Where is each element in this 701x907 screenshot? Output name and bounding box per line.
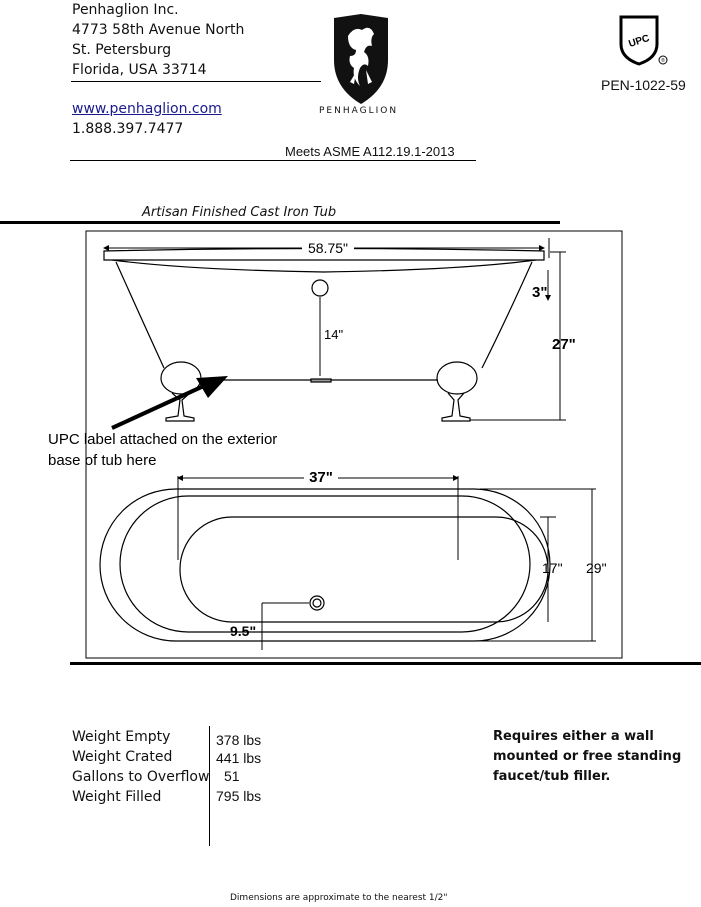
spec-value-weight-crated: 441 lbs: [216, 750, 262, 766]
spec-value-weight-empty: 378 lbs: [216, 732, 262, 748]
brand-name: PENHAGLION: [319, 106, 399, 116]
dimension-drain-height: 14": [324, 327, 344, 342]
standard-compliance: Meets ASME A112.19.1-2013: [285, 144, 455, 159]
company-address-line-3: Florida, USA 33714: [72, 62, 207, 78]
product-title: Artisan Finished Cast Iron Tub: [142, 205, 337, 220]
dimension-total-height: 27": [552, 336, 576, 353]
company-name: Penhaglion Inc.: [72, 2, 179, 18]
dimension-drain-offset: 9.5": [230, 623, 257, 639]
dimensions-footnote: Dimensions are approximate to the nearest 1/2": [230, 893, 448, 903]
spec-column-divider: [209, 726, 210, 846]
company-phone: 1.888.397.7477: [72, 121, 184, 137]
spec-label-weight-crated: Weight Crated: [72, 749, 173, 765]
dimension-bottom-width: 17": [542, 560, 563, 576]
company-website-link[interactable]: www.penhaglion.com: [72, 101, 222, 117]
spec-label-weight-filled: Weight Filled: [72, 789, 162, 805]
dimension-rim-height: 3": [532, 284, 548, 301]
drawing-bottom-rule: [70, 662, 701, 665]
spec-label-gallons-to-overflow: Gallons to Overflow: [72, 769, 210, 785]
spec-value-gallons-to-overflow: 51: [224, 768, 240, 784]
spec-value-weight-filled: 795 lbs: [216, 788, 262, 804]
dimension-bottom-length: 37": [309, 469, 333, 486]
spec-label-weight-empty: Weight Empty: [72, 729, 171, 745]
model-number: PEN-1022-59: [601, 77, 686, 93]
dimension-overall-width: 29": [586, 560, 607, 576]
company-address-line-1: 4773 58th Avenue North: [72, 22, 245, 38]
upc-label-note-line-2: base of tub here: [48, 452, 157, 469]
tub-top-view: [100, 489, 550, 641]
svg-text:®: ®: [661, 58, 665, 64]
upc-label-note-line-1: UPC label attached on the exterior: [48, 431, 278, 448]
faucet-requirement-note: Requires either a wall mounted or free standing faucet/tub filler.: [493, 729, 682, 784]
company-address-line-2: St. Petersburg: [72, 42, 172, 58]
dimension-length: 58.75": [307, 240, 349, 256]
upc-logo-text: UPC: [627, 32, 651, 50]
